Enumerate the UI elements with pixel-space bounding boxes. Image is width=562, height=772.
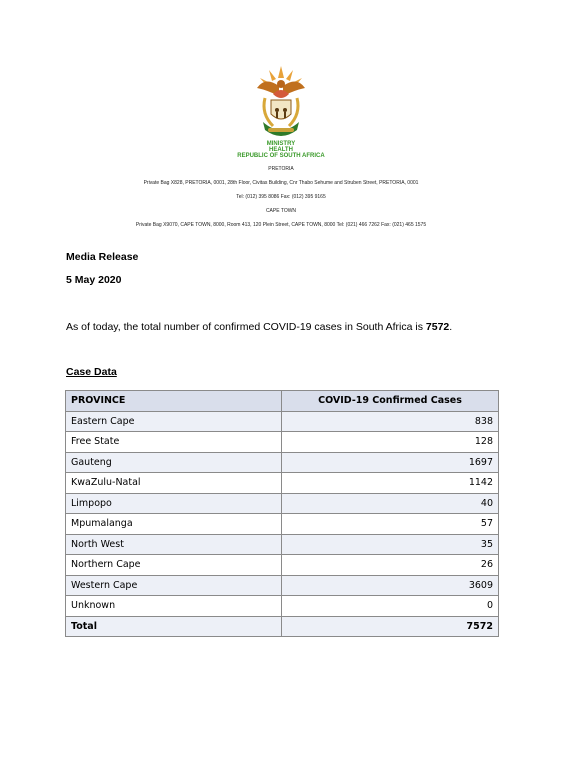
total-cases-value: 7572 bbox=[425, 321, 450, 333]
address-pretoria: Private Bag X828, PRETORIA, 0001, 28th Floor, Civitas Building, Cnr Thabo Sehume and Struben Street, PRETORIA, 0001 bbox=[143, 180, 419, 186]
province-cell: Limpopo bbox=[66, 493, 282, 514]
cases-cell: 40 bbox=[282, 493, 499, 514]
province-cell: North West bbox=[66, 534, 282, 555]
ministry-line-1: MINISTRY bbox=[266, 141, 296, 147]
cases-cell: 1697 bbox=[282, 452, 499, 473]
table-row bbox=[66, 411, 499, 432]
case-data-table bbox=[65, 390, 499, 637]
statement-end: . bbox=[449, 321, 453, 333]
table-header-row bbox=[66, 391, 499, 412]
city-pretoria: PRETORIA bbox=[268, 166, 294, 172]
table-row bbox=[66, 432, 499, 453]
phone-pretoria: Tel: (012) 395 8086 Fax: (012) 395 9165 bbox=[236, 194, 326, 200]
table-row bbox=[66, 473, 499, 494]
statement-text: As of today, the total number of confirmed COVID-19 cases in South Africa is bbox=[66, 321, 426, 333]
province-cell: Mpumalanga bbox=[66, 514, 282, 535]
table-row bbox=[66, 596, 499, 617]
table-total-row bbox=[66, 616, 499, 637]
table-row bbox=[66, 575, 499, 596]
table-row bbox=[66, 534, 499, 555]
province-cell: Eastern Cape bbox=[66, 411, 282, 432]
total-label-cell: Total bbox=[66, 616, 282, 637]
cases-cell: 3609 bbox=[282, 575, 499, 596]
cases-cell: 128 bbox=[282, 432, 499, 453]
coat-of-arms-icon bbox=[251, 64, 311, 140]
total-cases-cell: 7572 bbox=[282, 616, 499, 637]
media-release-title: Media Release bbox=[66, 251, 139, 263]
cases-cell: 0 bbox=[282, 596, 499, 617]
case-data-heading: Case Data bbox=[66, 366, 117, 378]
cases-cell: 57 bbox=[282, 514, 499, 535]
cases-cell: 838 bbox=[282, 411, 499, 432]
province-cell: Northern Cape bbox=[66, 555, 282, 576]
province-cell: Free State bbox=[66, 432, 282, 453]
ministry-line-3: REPUBLIC OF SOUTH AFRICA bbox=[237, 153, 325, 159]
release-statement bbox=[66, 321, 452, 333]
table-row bbox=[66, 514, 499, 535]
address-cape-town: Private Bag X9070, CAPE TOWN, 8000, Room 413, 120 Plein Street, CAPE TOWN, 8000 Tel: (021) 466 7262 Fax: (021) 465 1575 bbox=[135, 222, 427, 228]
province-cell: KwaZulu-Natal bbox=[66, 473, 282, 494]
province-cell: Gauteng bbox=[66, 452, 282, 473]
province-cell: Unknown bbox=[66, 596, 282, 617]
table-row bbox=[66, 452, 499, 473]
province-cell: Western Cape bbox=[66, 575, 282, 596]
release-date: 5 May 2020 bbox=[66, 274, 122, 286]
ministry-line-2: HEALTH bbox=[269, 147, 293, 153]
city-cape-town: CAPE TOWN bbox=[265, 208, 297, 214]
table-row bbox=[66, 555, 499, 576]
table-row bbox=[66, 493, 499, 514]
column-header-province: PROVINCE bbox=[66, 391, 282, 412]
cases-cell: 26 bbox=[282, 555, 499, 576]
cases-cell: 35 bbox=[282, 534, 499, 555]
cases-cell: 1142 bbox=[282, 473, 499, 494]
column-header-cases: COVID-19 Confirmed Cases bbox=[282, 391, 499, 412]
